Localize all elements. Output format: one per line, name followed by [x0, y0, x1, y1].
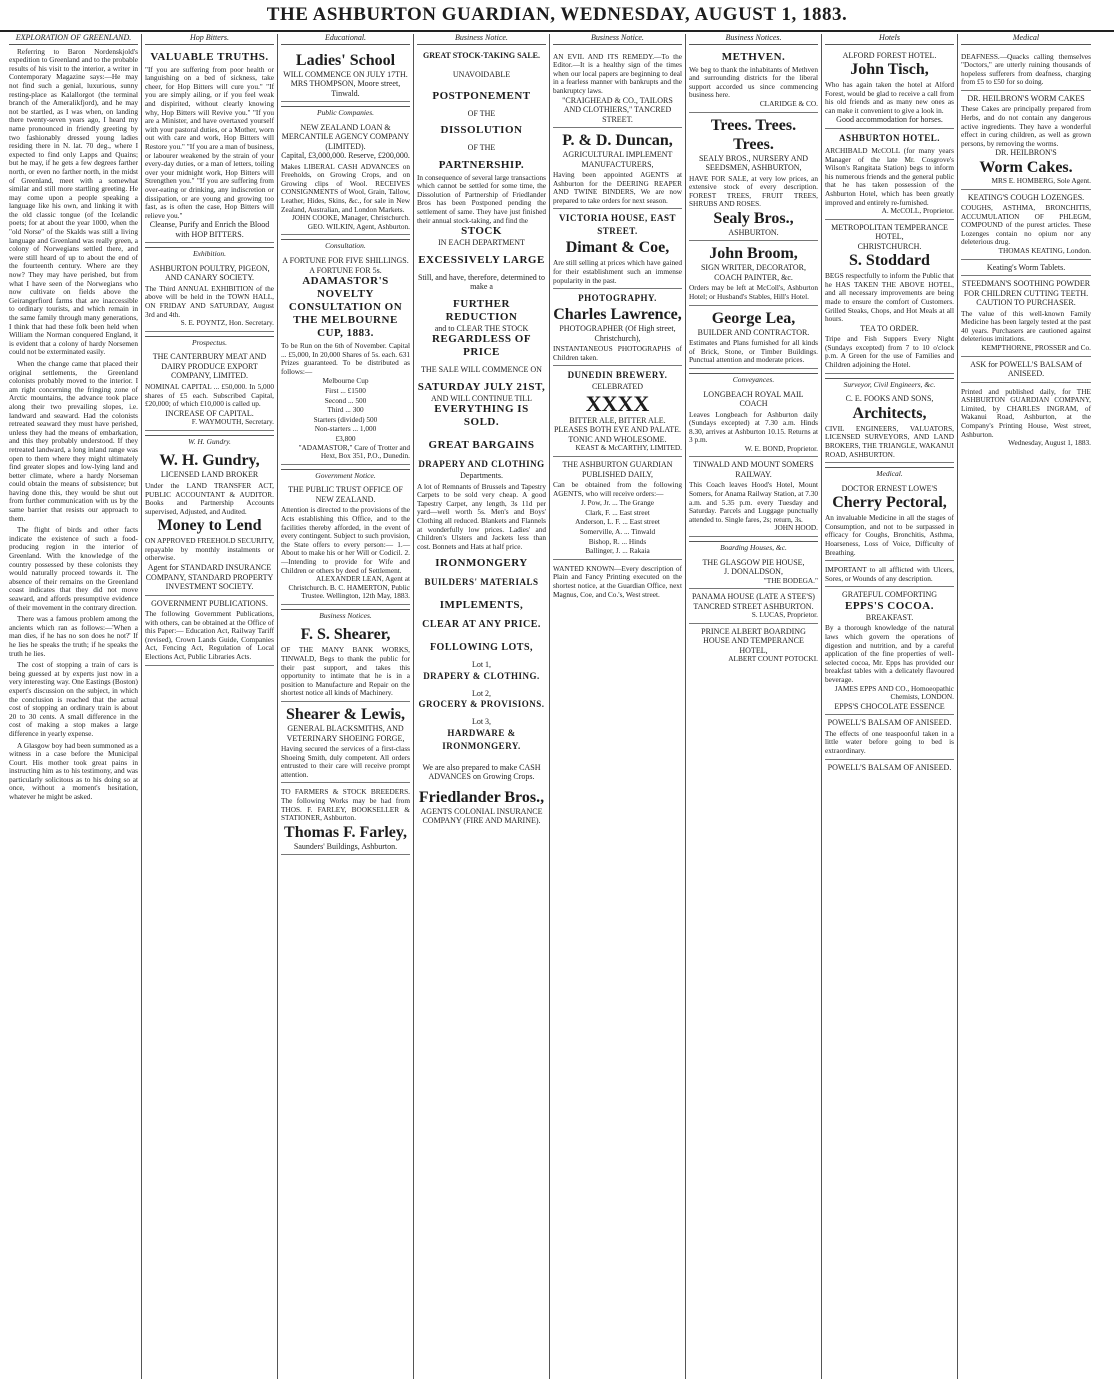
ad-body: This Coach leaves Hood's Hotel, Mount Somers, for Anama Railway Station, at 7.30 a.m. and 5.35 p.m. every Tuesday and Saturday. Parcels and Luggage punctually attended to. Single fares, 2s; return, 3s. — [689, 480, 818, 524]
ad-body: We beg to thank the inhabitants of Methven and surrounding districts for the liberal support accorded us since commencing business here. — [689, 64, 818, 100]
epps-cocoa-ad — [825, 587, 954, 715]
ad-body: Orders may be left at McColl's, Ashburton Hotel; or Husband's Stables, Hill's Hotel. — [689, 283, 818, 302]
ad-title: ASHBURTON POULTRY, PIGEON, AND CANARY SOCIETY. — [149, 263, 270, 283]
ad-signature: S. E. POYNTZ, Hon. Secretary. — [180, 318, 274, 328]
ad-body: WILL COMMENCE ON JULY 17TH. MRS THOMPSON, Moore street, Tinwald. — [283, 69, 408, 98]
article-paragraph: Referring to Baron Nordenskjold's expedition to Greenland and to the probable results of his visit to the interior, a writer in Contemporary Magazine says:—He may not find such a genial, luxurious, sunny resting-place as Kalallorgot (the terminal branch of the Ameralikfjord), and he may not be startled, as I was when, on landing there twenty-seven years ago, I heard my name pronounced in friendly greeting by two fashionably dressed young ladies residing there in N. lat. 70 deg., where I expected to find only Lapps and Quains; but he may, if he gets a few degrees farther north, or even no farther north, in the midst of Greenland, meet with a somewhat similar and still more startling greeting. He may come upon a people speaking a language like his own, and linking it with the old classic tongue (of the Icelandic poets; for at about the year 1000, when the "old Norse" of the Skalds was still a living language and Greenland was really green, a colony of Norwegians settled there, and were still heard of up to about the end of the fourteenth century. Where are they now? They may have perished, but from what I have seen of the Norwegians who now cultivate on fields above the Geirangerfiord farms that are inaccessible to ordinary tourists, and which remain in the same family through many generations, I think that had these folk been held when William the Norman conquered England, it is evident that a colony of hardy Norsemen could not be exterminated easily. — [9, 46, 138, 357]
broom-ad — [689, 241, 818, 305]
ashburton-hotel-ad — [825, 129, 954, 220]
ad-subtitle: DR. HEILBRON'S WORM CAKES — [967, 93, 1085, 103]
ad-capital: Capital, £3,000,000. Reserve, £200,000. — [281, 151, 410, 161]
section-heading: Conveyances. — [689, 373, 818, 385]
prize-line: Starters (divided) 500 — [313, 414, 378, 424]
ad-signature: "ADAMASTOR," Care of Trotter and Hext, Box 351, P.O., Dunedin. — [298, 442, 410, 461]
ad-body: The following Government Publications, with others, can be obtained at the Office of this Paper:— Education Act, Railway Tariff (revised), Crown Lands Guide, Companies Act, Fencing Act, Regulation of Local Elections Act, Public Libraries Acts. — [145, 609, 274, 662]
ad-subtitle: LICENSED LAND BROKER — [160, 470, 259, 480]
column-header: Business Notice. — [417, 34, 546, 45]
ad-subtitle: DOCTOR ERNEST LOWE'S — [841, 483, 938, 493]
ad-title: Money to Lend — [157, 517, 262, 535]
ad-title: THE GLASGOW PIE HOUSE, — [702, 557, 805, 567]
section-heading: Surveyor, Civil Engineers, &c. — [825, 378, 954, 390]
meat-company-ad — [145, 349, 274, 430]
ad-subtitle: TEA TO ORDER. — [860, 323, 919, 333]
powell-balsam-ad-2 — [825, 760, 954, 776]
alford-forest-ad — [825, 48, 954, 129]
masthead-title: THE ASHBURTON GUARDIAN, WEDNESDAY, AUGUST 1, 1883. — [266, 4, 848, 25]
column-hop-bitters — [142, 34, 278, 1379]
ad-signature: A. McCOLL, Proprietor. — [881, 206, 954, 216]
public-trust-ad — [281, 482, 410, 605]
ad-title: GREAT STOCK-TAKING SALE. — [423, 50, 540, 60]
imprint-text: Printed and published daily, for THE ASHBURTON GUARDIAN COMPANY, Limited, by CHARLES INGRAM, of Wakanui Road, Ashburton, at the Company's Printing House, West street, Ashburton. — [961, 386, 1091, 439]
ad-subtitle: DUNEDIN BREWERY. — [567, 370, 668, 381]
ad-headline: PARTNERSHIP. — [438, 158, 525, 171]
wanted-known-ad — [553, 560, 682, 602]
column-business-2 — [686, 34, 822, 1379]
ad-title: KEATING'S COUGH LOZENGES. — [967, 192, 1085, 202]
ad-headline: IRONMONGERY — [435, 557, 528, 570]
column-header: Educational. — [281, 34, 410, 45]
tinwald-coach-ad — [689, 457, 818, 537]
ad-body: To be Run on the 6th of November. Capital ... £5,000, In 20,000 Shares of 5s. each. 631 Prizes guaranteed. To be distributed as follows:— — [281, 341, 410, 376]
prize-line: First ... £1500 — [325, 386, 366, 395]
glasgow-pie-house-ad — [689, 555, 818, 590]
ad-body: The Third ANNUAL EXHIBITION of the above will be held in the TOWN HALL, ON FRIDAY AND SATURDAY, August 3rd and 4th. — [145, 283, 274, 319]
column-header: Hotels — [825, 34, 954, 45]
ad-body: WANTED KNOWN—Every description of Plain and Fancy Printing executed on the shortest notice, at the Guardian Office, next Magnus, Coe, and Co.'s, West street. — [553, 563, 682, 599]
columns — [6, 34, 1108, 1379]
farley-ad — [281, 783, 410, 855]
ad-signature: W. E. BOND, Proprietor. — [744, 443, 818, 453]
ad-body: IMPORTANT to all afflicted with Ulcers, Sores, or Wounds of any description. — [825, 565, 954, 583]
prize-line: Melbourne Cup — [322, 376, 369, 386]
ad-signature: ALBERT COUNT POTOCKI. — [728, 654, 818, 664]
agent-line: Clark, F. ... East street — [585, 507, 650, 517]
column-header: Business Notices. — [689, 34, 818, 45]
ad-line: BITTER ALE, BITTER ALE. — [569, 415, 666, 425]
ad-subtitle: METROPOLITAN TEMPERANCE HOTEL, — [831, 222, 948, 242]
ad-subtitle: Agent for STANDARD INSURANCE COMPANY, STANDARD PROPERTY INVESTMENT SOCIETY. — [145, 563, 274, 592]
ad-signature: ALEXANDER LEAN, Agent at Christchurch. B. C. HAMERTON, Public Trustee. Wellington, 12th May, 1883. — [288, 574, 410, 601]
keating-lozenges-ad — [961, 190, 1091, 260]
ad-line: THE SALE WILL COMMENCE ON — [421, 365, 542, 375]
ad-body: Leaves Longbeach for Ashburton daily (Sundays excepted) at 7.30 a.m. Hinds 8.30, arrives at Ashburton 10.15. Returns at 3 p.m. — [689, 409, 818, 445]
ad-body: COUGHS, ASTHMA, BRONCHITIS, ACCUMULATION OF PHLEGM, COMPOUND of the purest articles. These Lozenges contain no opium nor any deleterious drug. — [961, 203, 1091, 247]
imprint-date: Wednesday, August 1, 1883. — [1008, 438, 1091, 448]
ad-subtitle: CAUTION TO PURCHASER. — [976, 298, 1076, 308]
ad-subtitle: BUILDER AND CONTRACTOR. — [697, 327, 810, 337]
ad-title: POWELL'S BALSAM OF ANISEED. — [827, 762, 952, 772]
ad-line: PLEASES BOTH EYE AND PALATE. — [553, 425, 682, 435]
ad-signature: S. LUCAS, Proprietor. — [751, 610, 818, 620]
section-heading: Medical. — [825, 467, 954, 479]
ad-body: Having secured the services of a first-class Shoeing Smith, duly competent. All orders entrusted to their care will receive prompt attention. — [281, 744, 410, 779]
powell-balsam-ad — [825, 715, 954, 759]
column-header: Hop Bitters. — [145, 34, 274, 45]
ad-line: CELEBRATED — [591, 382, 644, 392]
article-paragraph: When the change came that placed their original settlements, the Greenland colonists probably moved to the interior. I am right concerning the fringing zone of Arctic mountains, the advance took place along their two prevailing slopes, i.e. landward and seaward. Had the colonists retreated seaward they must have perished, unless they had the means of embarkation, and this they probably understood. If they retreated landward, a long inland range was open to them where they might ultimately find greater slopes and low-lying land and better climate, where a hardy Norseman could obtain the means of subsistence; but having done this, they would be shut out from further communication with us by the same barrier that resists our approach to them. — [9, 358, 138, 523]
ad-tagline: Cleanse, Purify and Enrich the Blood with HOP BITTERS. — [149, 220, 270, 239]
hop-bitters-ad — [145, 48, 274, 244]
ask-powell-ad — [961, 357, 1091, 383]
prize-line: £3,800 — [335, 433, 356, 443]
ad-signature: CLARIDGE & CO. — [759, 98, 818, 108]
ad-line: Lot 1, — [471, 660, 492, 670]
ad-title: Shearer & Lewis, — [286, 706, 405, 724]
ad-title: LONGBEACH ROYAL MAIL COACH — [703, 389, 804, 408]
lea-ad — [689, 306, 818, 369]
ad-title: F. S. Shearer, — [300, 626, 391, 644]
ad-line: We are also prepared to make CASH ADVANCES on Growing Crops. — [422, 762, 541, 782]
ad-body: HAVE FOR SALE, at very low prices, an extensive stock of every description. FOREST TREES, FRUIT TREES, SHRUBS AND ROSES. — [689, 173, 818, 209]
ad-title: STEEDMAN'S SOOTHING POWDER — [961, 279, 1091, 289]
ad-subtitle: J. DONALDSON, — [724, 567, 783, 577]
ad-subtitle: DR. HEILBRON'S — [995, 148, 1057, 158]
ad-headline: POSTPONEMENT — [432, 89, 531, 102]
ad-title: Architects, — [852, 404, 927, 422]
ad-body: Having been appointed AGENTS at Ashburton for the DEERING REAPER AND TWINE BINDERS, We are now prepared to take orders for next season. — [553, 170, 682, 205]
ad-subtitle: C. E. FOOKS AND SONS, — [845, 394, 934, 404]
ad-signature: JOHN COOKE, Manager, Christchurch. GEO. WILKIN, Agent, Ashburton. — [291, 213, 410, 231]
ad-title: THE ASHBURTON GUARDIAN PUBLISHED DAILY, — [562, 460, 673, 479]
column-exploration — [6, 34, 142, 1379]
ad-headline: GROCERY & PROVISIONS. — [418, 699, 545, 710]
ad-subtitle: ALFORD FOREST HOTEL. — [842, 50, 937, 60]
ad-title: Thomas F. Farley, — [284, 823, 407, 841]
ad-body: AN EVIL AND ITS REMEDY.—To the Editor.—It is a healthy sign of the times when our local papers are beginning to deal in a fearless manner with bankrupts and the bankruptcy laws. — [553, 51, 682, 95]
article-paragraph: The cost of stopping a train of cars is being guessed at by experts just now in a very interesting way. One Eastings (Boston) expert's discussion on the subject, in which the conclusion is reached that the actual cost of stopping an ordinary train is about 20 to 30 cents. A small difference in the cost of making a stop makes a large difference in yearly expense. — [9, 660, 138, 738]
friedlander-ad — [417, 48, 546, 829]
ad-title: NEW ZEALAND LOAN & MERCANTILE AGENCY COMPANY (LIMITED). — [281, 122, 410, 151]
column-header: Business Notice. — [553, 34, 682, 45]
cherry-pectoral-ad — [825, 481, 954, 561]
article-paragraph: There was a famous problem among the ancients which ran as follows:—'When a man dies, if he has no son does he not?' If he lies he speaks the truth; if he speaks the truth he lies. — [9, 614, 138, 658]
dimant-coe-ad — [553, 209, 682, 289]
government-publications-ad — [145, 596, 274, 666]
section-heading: Exhibition. — [145, 247, 274, 259]
ad-body: Can be obtained from the following AGENTS, who will receive orders:— — [553, 480, 682, 498]
ad-title: THE PUBLIC TRUST OFFICE OF NEW ZEALAND. — [288, 485, 403, 504]
ladies-school-ad — [281, 48, 410, 103]
ad-title: ASHBURTON HOTEL. — [838, 132, 941, 143]
methven-ad — [689, 48, 818, 113]
ad-body: TO FARMERS & STOCK BREEDERS. The following Works may be had from THOS. F. FARLEY, BOOKSELLER & STATIONER, Ashburton. — [281, 787, 410, 823]
ad-subtitle: EPPS'S CHOCOLATE ESSENCE — [834, 701, 945, 711]
column-business-1 — [550, 34, 686, 1379]
ad-body: DEAFNESS.—Quacks calling themselves "Doctors," are utterly ruining thousands of hopeless sufferers from deafness, charging from £5 to £50 for so doing. — [961, 51, 1091, 87]
ad-title: ADAMASTOR'S NOVELTY CONSULTATION ON THE MELBOURNE CUP, 1883. — [288, 275, 403, 340]
ad-title: PANAMA HOUSE (LATE A STEE'S) TANCRED STREET ASHBURTON. — [692, 592, 815, 611]
panama-house-ad — [689, 589, 818, 624]
deafness-ad — [961, 48, 1091, 91]
ad-body: Who has again taken the hotel at Alford Forest, would be glad to receive a call from his old friends and as many new ones as can make it convenient to give a look in. — [825, 80, 954, 115]
ad-body: The value of this well-known Family Medicine has been largely tested at the past 40 years. Purchasers are cautioned against deleterious imitations. — [961, 308, 1091, 344]
poultry-society-ad — [145, 261, 274, 332]
ad-address: Saunders' Buildings, Ashburton. — [293, 841, 398, 851]
section-heading: Public Companies. — [281, 106, 410, 118]
sealy-bros-ad — [689, 113, 818, 242]
ad-body: A lot of Remnants of Brussels and Tapestry Carpets to be sold very cheap. A good Tapestry Carpet, any length, 3s 11d per yard—well worth 5s. Men's and Boys' Clothing all reduced. Blankets and Flannels at wonderfully low prices. Ladies' and Children's Ulsters and Jackets less than cost. Bonnets and Hats at half price. — [417, 481, 546, 551]
article-paragraph: The flight of birds and other facts indicate the existence of such a food-producing region in the interior of Greenland. With the knowledge of the country possessed by these colonists they would naturally proceed towards it. The absence of their remains on the Greenland coast indicates that they did not move seaward, and affords presumptive evidence of their movement in the contrary direction. — [9, 525, 138, 612]
column-friedlander — [414, 34, 550, 1379]
ad-body: Under the LAND TRANSFER ACT, PUBLIC ACCOUNTANT & AUDITOR. Books and Partnership Accounts supervised, Adjusted, and Audited. — [145, 480, 274, 516]
shearer-lewis-ad — [281, 702, 410, 783]
ad-headline: DRAPERY & CLOTHING. — [423, 670, 540, 681]
ad-title: METHVEN. — [721, 50, 786, 63]
ad-body: By a thorough knowledge of the natural laws which govern the operations of digestion and nutrition, and by a careful application of the fine properties of well-selected cocoa, Mr. Epps has provided our breakfast tables with a delicately flavoured beverage. — [825, 623, 954, 684]
ad-title: Cherry Pectoral, — [832, 494, 947, 512]
ad-line: OF THE — [467, 108, 496, 118]
ad-body: Makes LIBERAL CASH ADVANCES on Freeholds, on Growing Crops, and on Growing clips of Wool. RECEIVES CONSIGNMENTS of Wool, Grain, Tallow, Leather, Hides, Skins, &c., for sale in New Zealand, Australian, and London Markets. — [281, 161, 410, 214]
ad-headline: FOLLOWING LOTS, — [429, 642, 534, 654]
ad-tagline: A FORTUNE FOR FIVE SHILLINGS. A FORTUNE FOR 5s. — [282, 256, 409, 275]
ad-headline: REGARDLESS OF PRICE — [431, 333, 532, 359]
ad-subtitle: INCREASE OF CAPITAL. — [165, 408, 254, 418]
ad-body: NOMINAL CAPITAL ... £50,000. In 5,000 shares of £5 each. Subscribed Capital, £20,000; of which £10,000 is called up. — [145, 381, 274, 409]
ad-subtitle: SIGN WRITER, DECORATOR, COACH PAINTER, &c. — [700, 263, 807, 282]
ad-signature: THOMAS KEATING, London. — [998, 246, 1091, 255]
section-heading: W. H. Gundry. — [145, 435, 274, 447]
column-hotels — [822, 34, 958, 1379]
ad-address: CHRISTCHURCH. — [857, 241, 922, 251]
ad-subtitle: SEALY BROS., NURSERY AND SEEDSMEN, ASHBURTON, — [698, 153, 809, 173]
prize-line: Second ... 500 — [324, 395, 367, 405]
section-heading: Business Notices. — [281, 609, 410, 621]
longbeach-coach-ad — [689, 387, 818, 458]
section-heading: Boarding Houses, &c. — [689, 541, 818, 553]
ad-headline: EVERYTHING IS SOLD. — [434, 403, 529, 429]
ad-headline: CLEAR AT ANY PRICE. — [422, 619, 541, 631]
steedman-ad — [961, 276, 1091, 356]
adamastor-ad — [281, 253, 410, 465]
duncan-ad — [553, 128, 682, 209]
ad-body: Tripe and Fish Suppers Every Night (Sundays excepted) from 7 to 10 o'clock p.m. A Green for the use of Families and Children adjoining the Hotel. — [825, 334, 954, 370]
lawrence-photography-ad — [553, 289, 682, 366]
ad-body: INSTANTANEOUS PHOTOGRAPHS of Children taken. — [553, 344, 682, 362]
ad-title: Dimant & Coe, — [565, 239, 670, 257]
ad-line: Lot 2, — [471, 688, 492, 698]
ad-line: Still, and have, therefore, determined to make a — [417, 272, 546, 292]
section-heading: Government Notice. — [281, 469, 410, 481]
guardian-agents-ad — [553, 457, 682, 560]
agent-line: Anderson, L. F. ... East street — [575, 517, 660, 527]
shearer-ad — [281, 622, 410, 702]
ulcers-ad — [825, 561, 954, 587]
ad-body: ON APPROVED FREEHOLD SECURITY, repayable by monthly instalments or otherwise. — [145, 536, 274, 563]
ad-body: An invaluable Medicine in all the stages of Consumption, and not to be surpassed in efficacy for Coughs, Bronchitis, Asthma, Hoarseness, Loss of Voice, Difficulty of Breathing. — [825, 513, 954, 557]
imprint — [961, 383, 1091, 451]
ad-body: Attention is directed to the provisions of the Acts establishing this Office, and to the facilities thereby afforded, in the event of every contingent. Subject to such provision, the State offers to every person:— 1.—About to make his or her Will or Codicil. 2.—Intending to provide for Wife and Children or others by deed of Settlement. — [281, 505, 410, 575]
ad-subtitle: GENERAL BLACKSMITHS, AND VETERINARY SHOEING FORGE, — [286, 724, 405, 743]
article-paragraph: A Glasgow boy had been summoned as a witness in a case before the Municipal Court. His mother took great pains in instructing him as to his testimony, and was particularly solicitous as to his doing so at once, without a moment's hesitation, whatever he might be asked. — [9, 740, 138, 802]
ad-signature: MRS E. HOMBERG, Sole Agent. — [991, 175, 1091, 185]
keating-worm-tablets-ad — [961, 260, 1091, 277]
ad-line: OF THE — [467, 143, 496, 153]
ad-subtitle: GRATEFUL COMFORTING — [841, 590, 937, 600]
ad-headline: HARDWARE & IRONMONGERY. — [442, 727, 521, 751]
agent-line: Bishop, R. ... Hinds — [588, 536, 647, 546]
ad-body: In consequence of several large transactions which cannot be settled for some time, the Dissolution of Partnership of Friedlander Bros has been Postponed pending the settlement of same. They have just finished their annual stock-taking, and find the — [417, 172, 546, 225]
ad-headline: STOCK — [461, 225, 502, 238]
ad-line: UNAVOIDABLE — [452, 70, 511, 80]
ad-subtitle: FOR CHILDREN CUTTING TEETH. — [963, 288, 1089, 298]
masthead — [0, 0, 1114, 32]
agent-line: Somerville, A. ... Tinwald — [579, 526, 656, 536]
dunedin-brewery-ad — [553, 366, 682, 457]
ad-title: POWELL'S BALSAM OF ANISEED. — [827, 718, 952, 728]
ad-headline: SATURDAY JULY 21ST, — [417, 380, 546, 393]
ad-title: THE CANTERBURY MEAT AND DAIRY PRODUCE EXPORT COMPANY, LIMITED. — [152, 352, 267, 381]
agent-line: Ballinger, J. ... Rakaia — [585, 546, 650, 556]
gundry-ad — [145, 448, 274, 595]
fooks-ad — [825, 391, 954, 463]
ad-line: Lot 3, — [471, 717, 492, 727]
ad-address: ASHBURTON. — [728, 227, 779, 237]
ad-headline: DRAPERY AND CLOTHING — [418, 459, 545, 470]
ad-line: IN EACH DEPARTMENT — [438, 238, 525, 248]
ad-line: Departments. — [460, 471, 503, 481]
ad-signature: "CRAIGHEAD & CO., TAILORS AND CLOTHIERS," TANCRED STREET. — [562, 95, 673, 124]
ad-headline: BUILDERS' MATERIALS — [424, 577, 539, 588]
section-heading: Consultation. — [281, 239, 410, 251]
ad-signature: JAMES EPPS AND CO., Homoeopathic Chemists, LONDON. — [834, 683, 954, 702]
agent-line: J. Pow, Jr. ... The Grange — [581, 498, 654, 508]
ad-title: TINWALD AND MOUNT SOMERS RAILWAY. — [693, 460, 814, 479]
ad-title: EPPS'S COCOA. — [844, 599, 934, 612]
prize-line: Third ... 300 — [327, 405, 364, 415]
ad-title: VALUABLE TRUTHS. — [150, 50, 269, 63]
ad-line: TONIC AND WHOLESOME. — [568, 434, 667, 444]
ad-title: Trees. Trees. Trees. — [710, 116, 797, 153]
column-header: EXPLORATION OF GREENLAND. — [9, 34, 138, 45]
ad-headline: EXCESSIVELY LARGE — [418, 253, 545, 266]
ad-headline: GREAT BARGAINS — [428, 439, 535, 452]
ad-signature: JOHN HOOD. — [774, 523, 818, 533]
ad-title: Ladies' School — [295, 51, 396, 69]
ad-body: The effects of one teaspoonful taken in a little water before going to bed is extraordinary. — [825, 728, 954, 755]
ad-subtitle: AGENTS COLONIAL INSURANCE COMPANY (FIRE AND MARINE). — [420, 806, 543, 826]
ad-title: Friedlander Bros., — [418, 788, 545, 806]
evil-remedy-ad — [553, 48, 682, 128]
ad-title: John Tisch, — [850, 61, 929, 79]
ad-title: W. H. Gundry, — [159, 452, 260, 470]
column-header: Medical — [961, 34, 1091, 45]
ad-line: AND WILL CONTINUE TILL — [431, 393, 532, 403]
ad-body: ARCHIBALD McCOLL (for many years Manager of the late Mr. Cosgrove's Wilson's Rangitata Station) begs to inform his numerous friends and the general public that he has taken possession of the Ashburton Hotel, which has been greatly improved and entirely re-furnished. — [825, 145, 954, 207]
ad-body: These Cakes are principally prepared from Herbs, and do not contain any dangerous active ingredients. They have a wonderful effect in curing children, as well as grown persons, by removing the worms. — [961, 104, 1091, 148]
ad-signature: "THE BODEGA." — [763, 575, 818, 585]
ad-signature: KEAST & McCARTHY, LIMITED. — [575, 443, 682, 453]
metropolitan-hotel-ad — [825, 220, 954, 374]
prize-line: Non-starters ... 1,000 — [314, 424, 377, 434]
ad-title: Keating's Worm Tablets. — [986, 262, 1066, 272]
ad-title: Charles Lawrence, — [553, 306, 682, 324]
ad-headline: FURTHER REDUCTION — [445, 297, 518, 323]
ad-title: Worm Cakes. — [979, 158, 1073, 176]
ad-title: XXXX — [585, 390, 650, 416]
ad-title: P. & D. Duncan, — [562, 132, 673, 150]
ad-title: S. Stoddard — [849, 252, 930, 270]
ad-signature: F. WAYMOUTH, Secretary. — [191, 417, 274, 427]
ad-subtitle: AGRICULTURAL IMPLEMENT MANUFACTURERS, — [562, 150, 673, 169]
ad-body: "If you are suffering from poor health or languishing on a bed of sickness, take cheer, for Hop Bitters will cure you." "If you are simply ailing, or if you feel weak and dispirited, without clearly knowing why, Hop Bitters will Revive you." "If you are a Minister, and have overtaxed yourself with your pastoral duties, or a Mother, worn out with care and work, Hop Bitters will Restore you." "If you are a man of business, or labourer weakened by the strain of your every-day duties, or a man of letters, toiling over your midnight work, Hop Bitters will Strengthen you." "If you are suffering from over-eating or drinking, any indiscretion or dissipation, or are young and growing too fast, as is often the case, Hop Bitters will relieve you." — [145, 64, 274, 220]
ad-note: Good accommodation for horses. — [836, 115, 943, 125]
column-medical — [958, 34, 1094, 1379]
ad-title: John Broom, — [709, 245, 798, 263]
ad-signature: KEMPTHORNE, PROSSER and Co. — [981, 342, 1091, 352]
ad-subtitle: PHOTOGRAPHER (Of High street, Christchurch), — [559, 324, 676, 343]
ad-title: PRINCE ALBERT BOARDING HOUSE AND TEMPERANCE HOTEL, — [701, 626, 806, 655]
ad-title: Sealy Bros., — [713, 209, 794, 227]
ad-title: George Lea, — [711, 309, 796, 327]
ad-title: ASK for POWELL'S BALSAM of ANISEED. — [970, 359, 1082, 379]
column-educational — [278, 34, 414, 1379]
ad-body: OF THE MANY BANK WORKS, TINWALD, Begs to thank the public for their past support, and takes this opportunity to intimate that he is in a position to Manufacture and Repair on the shortest notice all kinds of Machinery. — [281, 645, 410, 698]
heilbron-worm-cakes-ad — [961, 91, 1091, 190]
ad-line: and to CLEAR THE STOCK — [434, 323, 529, 333]
nz-loan-ad — [281, 120, 410, 236]
prince-albert-ad — [689, 624, 818, 667]
ad-title: GOVERNMENT PUBLICATIONS. — [151, 598, 268, 608]
ad-body: BEGS respectfully to inform the Public that he HAS TAKEN THE ABOVE HOTEL, and all necessary improvements are being made to ensure the comfort of Customers. Grilled Steaks, Chops, and Hot Meals at all hours. — [825, 271, 954, 324]
ad-subtitle: VICTORIA HOUSE, EAST STREET. — [558, 213, 677, 237]
ad-body: CIVIL ENGINEERS, VALUATORS, LICENSED SURVEYORS, AND LAND BROKERS, THE TRIANGLE, WAKANUI ROAD, ASHBURTON. — [825, 423, 954, 459]
ad-headline: IMPLEMENTS, — [439, 599, 524, 612]
ad-body: Are still selling at prices which have gained for their establishment such an immense popularity in the past. — [553, 258, 682, 285]
ad-subtitle: BREAKFAST. — [865, 612, 914, 622]
ad-body: Estimates and Plans furnished for all kinds of Brick, Stone, or Timber Buildings. Punctual attention and moderate prices. — [689, 338, 818, 365]
ad-headline: DISSOLUTION — [440, 124, 523, 137]
section-heading: Prospectus. — [145, 336, 274, 348]
ad-subtitle: PHOTOGRAPHY. — [578, 293, 657, 304]
